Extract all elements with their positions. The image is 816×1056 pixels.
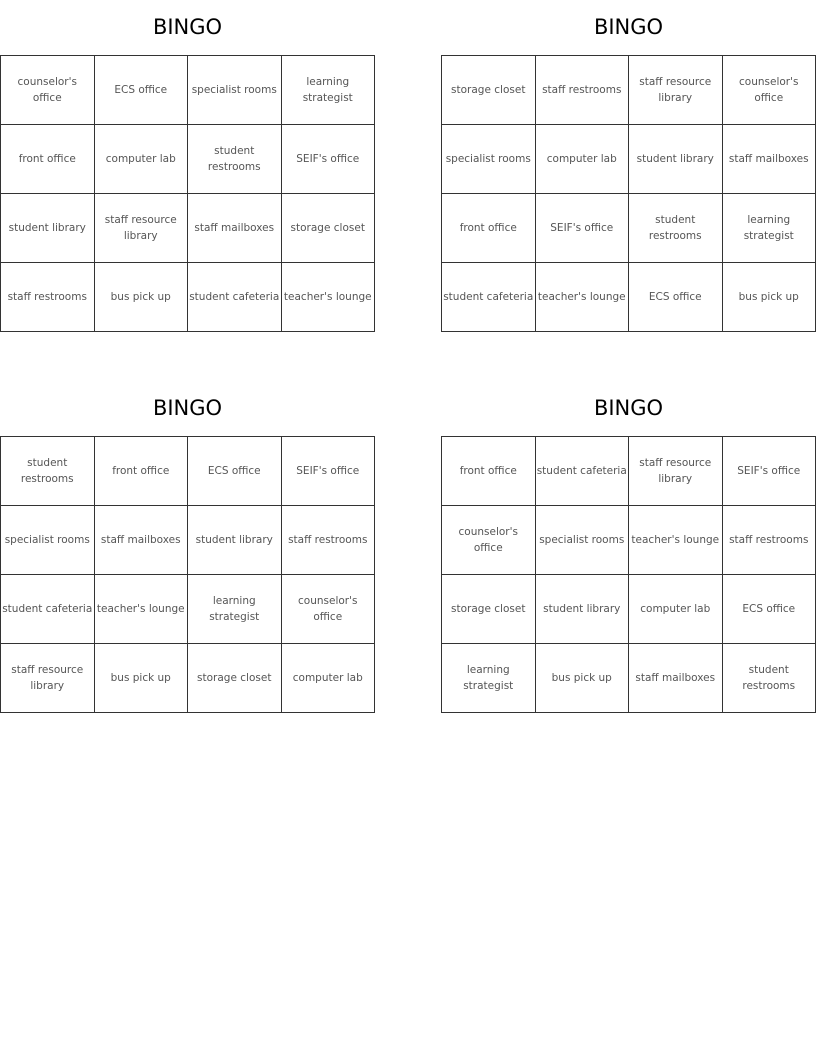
grid-cell: SEIF's office xyxy=(722,437,816,506)
grid-cell: staff resource library xyxy=(629,56,723,125)
grid-cell: staff mailboxes xyxy=(188,194,282,263)
grid-cell: staff restrooms xyxy=(281,506,375,575)
grid-cell: student library xyxy=(629,125,723,194)
bingo-card-4 xyxy=(441,381,816,713)
grid-cell: ECS office xyxy=(629,263,723,332)
grid-cell: student restrooms xyxy=(629,194,723,263)
grid-cell: SEIF's office xyxy=(281,437,375,506)
grid-cell: bus pick up xyxy=(94,644,188,713)
grid-cell: staff restrooms xyxy=(722,506,816,575)
grid-cell: teacher's lounge xyxy=(94,575,188,644)
grid-cell: computer lab xyxy=(629,575,723,644)
grid-row xyxy=(1,506,375,575)
grid-cell: student library xyxy=(188,506,282,575)
grid-cell: teacher's lounge xyxy=(535,263,629,332)
grid-cell: staff mailboxes xyxy=(94,506,188,575)
grid-cell: specialist rooms xyxy=(188,56,282,125)
grid-cell: storage closet xyxy=(442,575,536,644)
card-title: BINGO xyxy=(593,396,664,420)
grid-row xyxy=(442,125,816,194)
grid-row xyxy=(1,263,375,332)
grid-cell: counselor's office xyxy=(281,575,375,644)
grid-row xyxy=(1,194,375,263)
grid-cell: student restrooms xyxy=(1,437,95,506)
grid-cell: staff resource library xyxy=(1,644,95,713)
bingo-grid xyxy=(441,55,816,332)
grid-cell: student library xyxy=(535,575,629,644)
grid-cell: computer lab xyxy=(535,125,629,194)
grid-cell: staff restrooms xyxy=(535,56,629,125)
card-title: BINGO xyxy=(152,15,223,39)
grid-cell: student restrooms xyxy=(722,644,816,713)
bingo-card-2 xyxy=(441,0,816,332)
grid-row xyxy=(442,56,816,125)
grid-cell: SEIF's office xyxy=(535,194,629,263)
card-title: BINGO xyxy=(593,15,664,39)
grid-cell: bus pick up xyxy=(722,263,816,332)
grid-cell: student cafeteria xyxy=(188,263,282,332)
grid-row xyxy=(442,644,816,713)
grid-row xyxy=(1,125,375,194)
grid-cell: ECS office xyxy=(94,56,188,125)
grid-row xyxy=(1,437,375,506)
grid-cell: staff mailboxes xyxy=(722,125,816,194)
grid-row xyxy=(1,575,375,644)
grid-cell: storage closet xyxy=(281,194,375,263)
grid-cell: front office xyxy=(94,437,188,506)
grid-cell: computer lab xyxy=(94,125,188,194)
grid-cell: counselor's office xyxy=(1,56,95,125)
grid-row xyxy=(1,56,375,125)
grid-cell: student cafeteria xyxy=(535,437,629,506)
bingo-grid xyxy=(0,55,375,332)
grid-cell: learning strategist xyxy=(281,56,375,125)
grid-cell: ECS office xyxy=(188,437,282,506)
grid-cell: bus pick up xyxy=(535,644,629,713)
grid-cell: student cafeteria xyxy=(1,575,95,644)
grid-row xyxy=(442,506,816,575)
grid-cell: bus pick up xyxy=(94,263,188,332)
grid-cell: specialist rooms xyxy=(442,125,536,194)
grid-cell: counselor's office xyxy=(442,506,536,575)
bingo-card-3 xyxy=(0,381,375,713)
grid-row xyxy=(442,194,816,263)
grid-cell: staff resource library xyxy=(629,437,723,506)
grid-cell: counselor's office xyxy=(722,56,816,125)
grid-cell: staff restrooms xyxy=(1,263,95,332)
grid-cell: computer lab xyxy=(281,644,375,713)
grid-cell: teacher's lounge xyxy=(281,263,375,332)
grid-cell: learning strategist xyxy=(188,575,282,644)
grid-cell: front office xyxy=(1,125,95,194)
grid-cell: student library xyxy=(1,194,95,263)
grid-cell: teacher's lounge xyxy=(629,506,723,575)
grid-cell: student restrooms xyxy=(188,125,282,194)
grid-cell: storage closet xyxy=(442,56,536,125)
grid-cell: front office xyxy=(442,194,536,263)
grid-cell: staff mailboxes xyxy=(629,644,723,713)
grid-row xyxy=(442,437,816,506)
grid-row xyxy=(442,263,816,332)
grid-cell: SEIF's office xyxy=(281,125,375,194)
grid-row xyxy=(442,575,816,644)
bingo-card-1 xyxy=(0,0,375,332)
grid-cell: student cafeteria xyxy=(442,263,536,332)
grid-cell: storage closet xyxy=(188,644,282,713)
grid-row xyxy=(1,644,375,713)
bingo-grid xyxy=(0,436,375,713)
grid-cell: specialist rooms xyxy=(1,506,95,575)
grid-cell: ECS office xyxy=(722,575,816,644)
grid-cell: learning strategist xyxy=(442,644,536,713)
card-title: BINGO xyxy=(152,396,223,420)
grid-cell: learning strategist xyxy=(722,194,816,263)
grid-cell: front office xyxy=(442,437,536,506)
grid-cell: staff resource library xyxy=(94,194,188,263)
bingo-grid xyxy=(441,436,816,713)
grid-cell: specialist rooms xyxy=(535,506,629,575)
